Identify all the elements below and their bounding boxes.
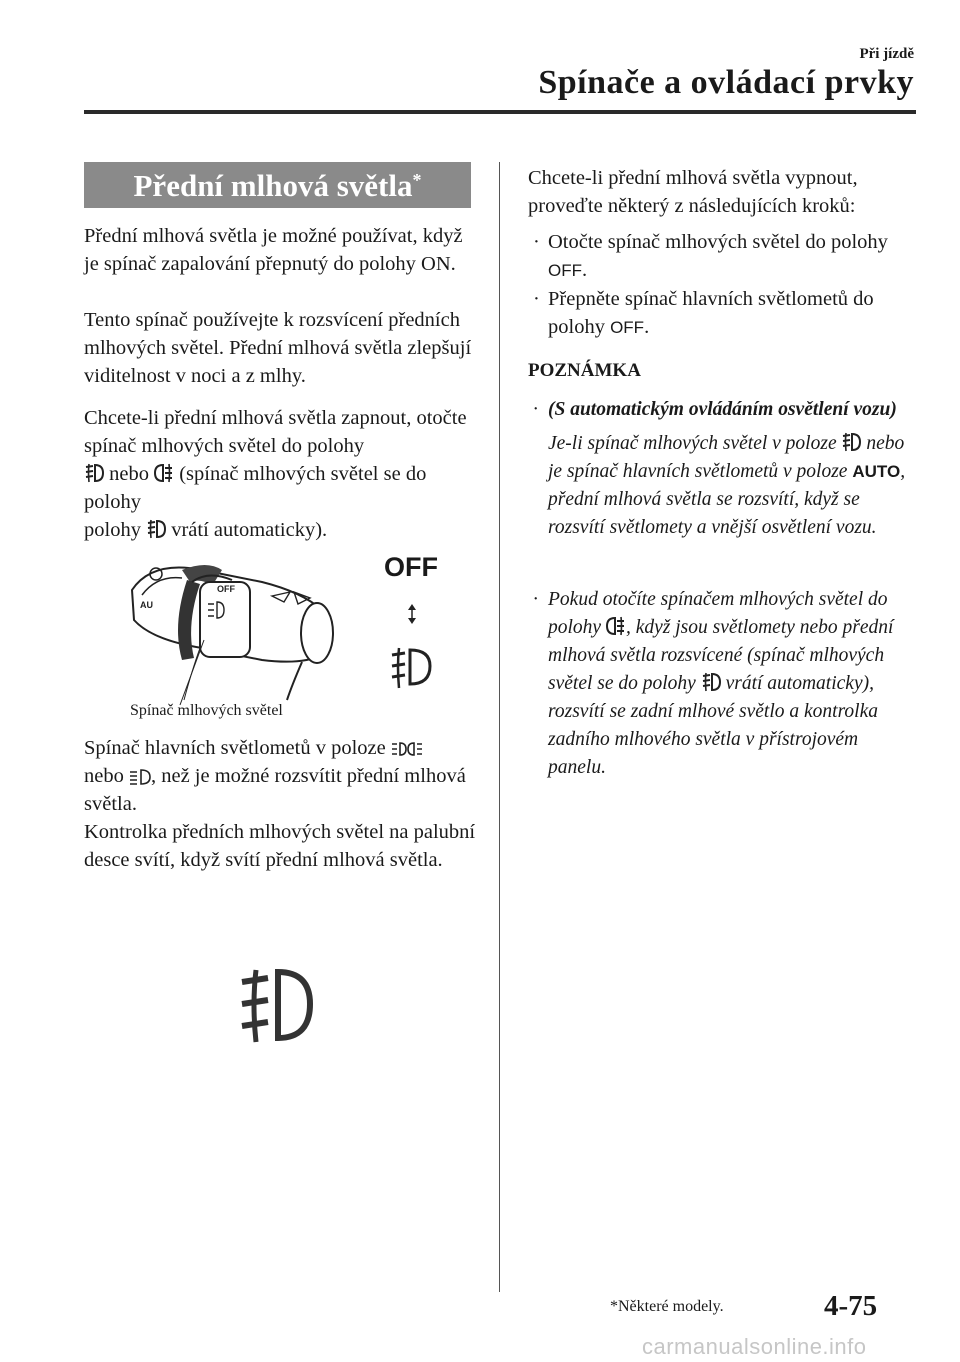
off-position-label: OFF — [384, 552, 438, 582]
section-label: Při jízdě — [859, 46, 914, 62]
rear-fog-icon — [154, 462, 174, 484]
figure-caption: Spínač mlhových světel — [130, 702, 283, 719]
footer-note: *Některé modely. — [610, 1298, 724, 1315]
rear-fog-icon — [606, 615, 626, 637]
front-fog-indicator-icon — [236, 964, 316, 1046]
section-banner — [84, 162, 471, 208]
list-item: · Přepněte spínač hlavních světlometů do polohy OFF. — [533, 288, 874, 338]
watermark: carmanualsonline.info — [642, 1334, 867, 1359]
turn-on-paragraph: Chcete-li přední mlhová světla zapnout, otočte spínač mlhových světel do polohy nebo (spínač mlhových světel se do polohy polohy vrátí automaticky). — [84, 407, 467, 541]
note-auto-lighting — [528, 396, 920, 542]
note-rear-fog — [528, 586, 920, 782]
lever-auto-label: AU — [140, 600, 153, 610]
turn-off-list — [528, 228, 920, 342]
list-item: · (S automatickým ovládáním osvětlení vozu) Je-li spínač mlhových světel v poloze nebo je spínač hlavních světlometů v poloze AUTO, přední mlhová světla se rozsvítí, když se rozsvítí světlomety a vnější osvětlení vozu. — [533, 399, 906, 538]
intro-paragraph: Přední mlhová světla je možné používat, když je spínač zapalování přepnutý do polohy ON. — [84, 225, 463, 275]
banner-title: Přední mlhová světla — [133, 168, 413, 203]
note-title: POZNÁMKA — [528, 360, 641, 381]
column-divider — [499, 162, 500, 1292]
headlight-prereq-paragraph: Spínač hlavních světlometů v poloze nebo , než je možné rozsvítit přední mlhová světla. — [84, 737, 466, 815]
indicator-paragraph: Kontrolka předních mlhových světel na palubní desce svítí, když svítí přední mlhová světla. — [84, 821, 476, 871]
front-fog-symbol-large — [392, 648, 430, 688]
list-item: · Pokud otočíte spínačem mlhových světel do polohy , když jsou světlomety nebo přední mlhová světla rozsvícené (spínač mlhových světel se do polohy vrátí automaticky), rozsvítí se zadní mlhové světlo a kontrolka zadního mlhového světla v přístrojovém panelu. — [533, 589, 894, 778]
chapter-title: Spínače a ovládací prvky — [538, 64, 914, 101]
front-fog-icon — [146, 518, 166, 540]
usage-paragraph: Tento spínač používejte k rozsvícení předních mlhových světel. Přední mlhová světla zlepšují viditelnost v noci a z mlhy. — [84, 309, 472, 387]
turn-off-intro: Chcete-li přední mlhová světla vypnout, proveďte některý z následujících kroků: — [528, 167, 858, 217]
header-rule — [84, 110, 916, 114]
banner-asterisk: * — [412, 170, 422, 190]
front-fog-icon — [701, 671, 721, 693]
lever-off-label: OFF — [217, 584, 235, 594]
list-item: · Otočte spínač mlhových světel do polohy OFF. — [533, 231, 888, 281]
front-fog-icon — [84, 462, 104, 484]
front-fog-icon — [841, 431, 861, 453]
parking-lights-icon — [391, 740, 423, 758]
headlights-icon — [129, 768, 151, 786]
page-number: 4-75 — [824, 1290, 878, 1322]
